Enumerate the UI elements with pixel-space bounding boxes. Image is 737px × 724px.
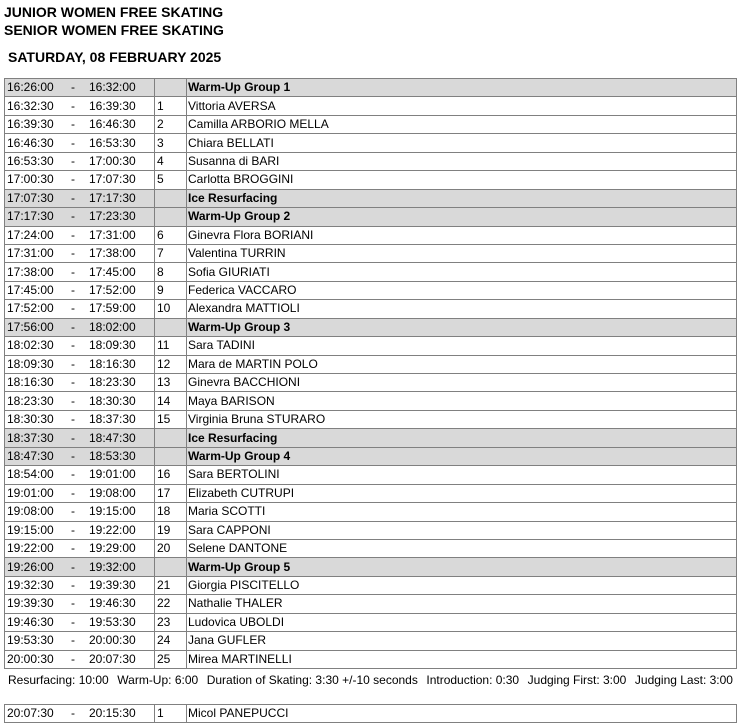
time-cell: [5, 447, 155, 465]
start-time: 18:30:30: [7, 412, 54, 427]
time-cell: [5, 300, 155, 318]
skater-row: [5, 134, 737, 152]
skater-row: [5, 576, 737, 594]
end-time: 17:00:30: [89, 153, 136, 168]
skater-name: Virginia Bruna STURARO: [187, 410, 737, 428]
start-time: 16:53:30: [7, 153, 54, 168]
skater-row: [5, 650, 737, 668]
end-time: 19:15:00: [89, 504, 136, 519]
event-title-junior: JUNIOR WOMEN FREE SKATING: [4, 4, 224, 20]
schedule-segment-row: [5, 189, 737, 207]
end-time: 18:30:30: [89, 393, 136, 408]
time-cell: [5, 539, 155, 557]
time-cell: [5, 705, 155, 723]
start-number: 2: [155, 115, 187, 133]
start-number: 8: [155, 263, 187, 281]
start-time: 20:07:30: [7, 706, 54, 721]
start-time: 18:47:30: [7, 448, 54, 463]
time-separator: -: [71, 338, 75, 353]
time-cell: [5, 171, 155, 189]
skater-row: [5, 466, 737, 484]
end-time: 19:08:00: [89, 485, 136, 500]
time-separator: -: [71, 578, 75, 593]
time-cell: [5, 263, 155, 281]
skater-name: Mara de MARTIN POLO: [187, 355, 737, 373]
skater-name: Ginevra BACCHIONI: [187, 374, 737, 392]
skater-row: [5, 374, 737, 392]
skater-row: [5, 226, 737, 244]
start-time: 17:31:00: [7, 246, 54, 261]
segment-label: Ice Resurfacing: [187, 429, 737, 447]
start-time: 18:37:30: [7, 430, 54, 445]
start-number: 7: [155, 244, 187, 262]
time-separator: -: [71, 117, 75, 132]
start-number: 5: [155, 171, 187, 189]
start-time: 20:00:30: [7, 651, 54, 666]
end-time: 16:32:00: [89, 80, 136, 95]
end-time: 20:15:30: [89, 706, 136, 721]
start-number: 22: [155, 595, 187, 613]
start-number: [155, 558, 187, 576]
segment-label: Warm-Up Group 4: [187, 447, 737, 465]
time-separator: -: [71, 504, 75, 519]
skater-row: [5, 152, 737, 170]
start-time: 17:00:30: [7, 172, 54, 187]
skater-name: Elizabeth CUTRUPI: [187, 484, 737, 502]
end-time: 19:01:00: [89, 467, 136, 482]
time-cell: [5, 558, 155, 576]
schedule-segment-row: [5, 208, 737, 226]
start-time: 17:56:00: [7, 319, 54, 334]
end-time: 17:23:30: [89, 209, 136, 224]
skater-name: Maya BARISON: [187, 392, 737, 410]
time-cell: [5, 244, 155, 262]
time-cell: [5, 134, 155, 152]
time-separator: -: [71, 227, 75, 242]
time-separator: -: [71, 522, 75, 537]
start-time: 16:26:00: [7, 80, 54, 95]
start-time: 16:32:30: [7, 98, 54, 113]
time-cell: [5, 115, 155, 133]
start-time: 19:22:00: [7, 541, 54, 556]
end-time: 17:17:30: [89, 190, 136, 205]
start-number: 10: [155, 300, 187, 318]
timing-footer: [8, 672, 733, 688]
end-time: 19:39:30: [89, 578, 136, 593]
end-time: 18:23:30: [89, 375, 136, 390]
time-separator: -: [71, 153, 75, 168]
end-time: 16:53:30: [89, 135, 136, 150]
judging-first-duration: Judging First: 3:00: [527, 673, 627, 687]
start-number: 9: [155, 281, 187, 299]
skater-name: Alexandra MATTIOLI: [187, 300, 737, 318]
skater-name: Maria SCOTTI: [187, 503, 737, 521]
judging-last-duration: Judging Last: 3:00: [634, 673, 733, 687]
start-number: 6: [155, 226, 187, 244]
skater-row: [5, 355, 737, 373]
time-separator: -: [71, 485, 75, 500]
end-time: 17:38:00: [89, 246, 136, 261]
start-time: 17:24:00: [7, 227, 54, 242]
time-separator: -: [71, 706, 75, 721]
time-cell: [5, 355, 155, 373]
skater-name: Jana GUFLER: [187, 632, 737, 650]
time-separator: -: [71, 412, 75, 427]
time-separator: -: [71, 301, 75, 316]
time-cell: [5, 97, 155, 115]
skater-row: [5, 244, 737, 262]
time-separator: -: [71, 135, 75, 150]
start-time: 17:07:30: [7, 190, 54, 205]
start-number: 4: [155, 152, 187, 170]
time-cell: [5, 374, 155, 392]
schedule-segment-row: [5, 558, 737, 576]
skater-name: Vittoria AVERSA: [187, 97, 737, 115]
time-cell: [5, 281, 155, 299]
time-cell: [5, 152, 155, 170]
end-time: 17:52:00: [89, 283, 136, 298]
start-number: 1: [155, 97, 187, 115]
time-separator: -: [71, 393, 75, 408]
end-time: 18:16:30: [89, 356, 136, 371]
segment-label: Warm-Up Group 3: [187, 318, 737, 336]
time-separator: -: [71, 172, 75, 187]
end-time: 17:31:00: [89, 227, 136, 242]
skater-name: Selene DANTONE: [187, 539, 737, 557]
end-time: 16:39:30: [89, 98, 136, 113]
end-time: 19:22:00: [89, 522, 136, 537]
time-separator: -: [71, 264, 75, 279]
start-number: 16: [155, 466, 187, 484]
start-time: 18:09:30: [7, 356, 54, 371]
start-number: 18: [155, 503, 187, 521]
start-time: 18:16:30: [7, 375, 54, 390]
time-separator: -: [71, 614, 75, 629]
segment-label: Ice Resurfacing: [187, 189, 737, 207]
start-time: 17:17:30: [7, 209, 54, 224]
time-cell: [5, 503, 155, 521]
time-cell: [5, 410, 155, 428]
start-number: [155, 447, 187, 465]
start-time: 19:15:00: [7, 522, 54, 537]
time-cell: [5, 79, 155, 97]
time-separator: -: [71, 448, 75, 463]
skater-row: [5, 503, 737, 521]
start-number: 24: [155, 632, 187, 650]
start-time: 19:32:30: [7, 578, 54, 593]
skater-name: Ludovica UBOLDI: [187, 613, 737, 631]
skater-name: Valentina TURRIN: [187, 244, 737, 262]
end-time: 16:46:30: [89, 117, 136, 132]
start-number: 3: [155, 134, 187, 152]
time-separator: -: [71, 430, 75, 445]
warmup-duration: Warm-Up: 6:00: [117, 673, 199, 687]
start-time: 19:08:00: [7, 504, 54, 519]
skater-row: [5, 97, 737, 115]
start-number: 20: [155, 539, 187, 557]
start-number: [155, 189, 187, 207]
segment-label: Warm-Up Group 1: [187, 79, 737, 97]
time-separator: -: [71, 246, 75, 261]
end-time: 18:53:30: [89, 448, 136, 463]
time-cell: [5, 337, 155, 355]
skater-name: Sofia GIURIATI: [187, 263, 737, 281]
start-number: 11: [155, 337, 187, 355]
end-time: 19:53:30: [89, 614, 136, 629]
time-separator: -: [71, 190, 75, 205]
start-number: 12: [155, 355, 187, 373]
schedule-segment-row: [5, 79, 737, 97]
start-time: 16:46:30: [7, 135, 54, 150]
senior-schedule-table: [4, 704, 737, 723]
end-time: 18:09:30: [89, 338, 136, 353]
skater-row: [5, 281, 737, 299]
end-time: 17:07:30: [89, 172, 136, 187]
time-separator: -: [71, 283, 75, 298]
time-cell: [5, 576, 155, 594]
end-time: 18:37:30: [89, 412, 136, 427]
end-time: 18:02:00: [89, 319, 136, 334]
time-separator: -: [71, 209, 75, 224]
end-time: 20:00:30: [89, 633, 136, 648]
skater-row: [5, 539, 737, 557]
time-separator: -: [71, 98, 75, 113]
start-time: 18:02:30: [7, 338, 54, 353]
start-number: 23: [155, 613, 187, 631]
time-separator: -: [71, 651, 75, 666]
time-separator: -: [71, 541, 75, 556]
start-time: 19:26:00: [7, 559, 54, 574]
start-time: 18:54:00: [7, 467, 54, 482]
schedule-segment-row: [5, 318, 737, 336]
time-cell: [5, 650, 155, 668]
start-time: 16:39:30: [7, 117, 54, 132]
start-number: [155, 79, 187, 97]
time-separator: -: [71, 375, 75, 390]
time-cell: [5, 226, 155, 244]
start-number: 17: [155, 484, 187, 502]
skater-name: Chiara BELLATI: [187, 134, 737, 152]
skater-name: Carlotta BROGGINI: [187, 171, 737, 189]
skater-row: [5, 115, 737, 133]
time-cell: [5, 189, 155, 207]
end-time: 19:46:30: [89, 596, 136, 611]
junior-schedule-table: [4, 78, 737, 669]
skater-row: [5, 337, 737, 355]
skater-name: Nathalie THALER: [187, 595, 737, 613]
start-number: [155, 318, 187, 336]
skater-row: [5, 632, 737, 650]
segment-label: Warm-Up Group 5: [187, 558, 737, 576]
time-separator: -: [71, 356, 75, 371]
skater-name: Micol PANEPUCCI: [187, 705, 737, 723]
introduction-duration: Introduction: 0:30: [426, 673, 520, 687]
skater-name: Sara BERTOLINI: [187, 466, 737, 484]
skater-row: [5, 705, 737, 723]
end-time: 19:32:00: [89, 559, 136, 574]
time-separator: -: [71, 467, 75, 482]
skater-row: [5, 521, 737, 539]
event-title-senior: SENIOR WOMEN FREE SKATING: [4, 22, 224, 38]
skating-duration: Duration of Skating: 3:30 +/-10 seconds: [206, 673, 418, 687]
skater-row: [5, 263, 737, 281]
schedule-segment-row: [5, 429, 737, 447]
skater-name: Sara TADINI: [187, 337, 737, 355]
start-number: 25: [155, 650, 187, 668]
time-separator: -: [71, 596, 75, 611]
skater-name: Ginevra Flora BORIANI: [187, 226, 737, 244]
time-cell: [5, 208, 155, 226]
skater-row: [5, 484, 737, 502]
end-time: 20:07:30: [89, 651, 136, 666]
skater-row: [5, 300, 737, 318]
time-separator: -: [71, 319, 75, 334]
start-number: 21: [155, 576, 187, 594]
skater-name: Susanna di BARI: [187, 152, 737, 170]
time-separator: -: [71, 80, 75, 95]
start-time: 18:23:30: [7, 393, 54, 408]
start-time: 17:45:00: [7, 283, 54, 298]
time-cell: [5, 466, 155, 484]
skater-name: Mirea MARTINELLI: [187, 650, 737, 668]
start-number: 15: [155, 410, 187, 428]
skater-name: Camilla ARBORIO MELLA: [187, 115, 737, 133]
segment-label: Warm-Up Group 2: [187, 208, 737, 226]
start-number: 13: [155, 374, 187, 392]
end-time: 17:59:00: [89, 301, 136, 316]
time-cell: [5, 484, 155, 502]
time-cell: [5, 429, 155, 447]
start-time: 19:01:00: [7, 485, 54, 500]
start-number: 14: [155, 392, 187, 410]
schedule-date: SATURDAY, 08 FEBRUARY 2025: [8, 49, 222, 65]
skater-name: Giorgia PISCITELLO: [187, 576, 737, 594]
start-number: [155, 208, 187, 226]
time-cell: [5, 613, 155, 631]
time-cell: [5, 392, 155, 410]
end-time: 19:29:00: [89, 541, 136, 556]
start-time: 17:38:00: [7, 264, 54, 279]
time-separator: -: [71, 559, 75, 574]
time-cell: [5, 521, 155, 539]
start-time: 17:52:00: [7, 301, 54, 316]
resurfacing-duration: Resurfacing: 10:00: [8, 673, 109, 687]
skater-row: [5, 171, 737, 189]
time-cell: [5, 318, 155, 336]
skater-row: [5, 613, 737, 631]
time-cell: [5, 632, 155, 650]
skater-row: [5, 410, 737, 428]
skater-name: Sara CAPPONI: [187, 521, 737, 539]
time-cell: [5, 595, 155, 613]
skater-name: Federica VACCARO: [187, 281, 737, 299]
schedule-segment-row: [5, 447, 737, 465]
start-number: 1: [155, 705, 187, 723]
end-time: 18:47:30: [89, 430, 136, 445]
start-number: 19: [155, 521, 187, 539]
start-number: [155, 429, 187, 447]
start-time: 19:46:30: [7, 614, 54, 629]
start-time: 19:39:30: [7, 596, 54, 611]
end-time: 17:45:00: [89, 264, 136, 279]
skater-row: [5, 392, 737, 410]
time-separator: -: [71, 633, 75, 648]
skater-row: [5, 595, 737, 613]
start-time: 19:53:30: [7, 633, 54, 648]
